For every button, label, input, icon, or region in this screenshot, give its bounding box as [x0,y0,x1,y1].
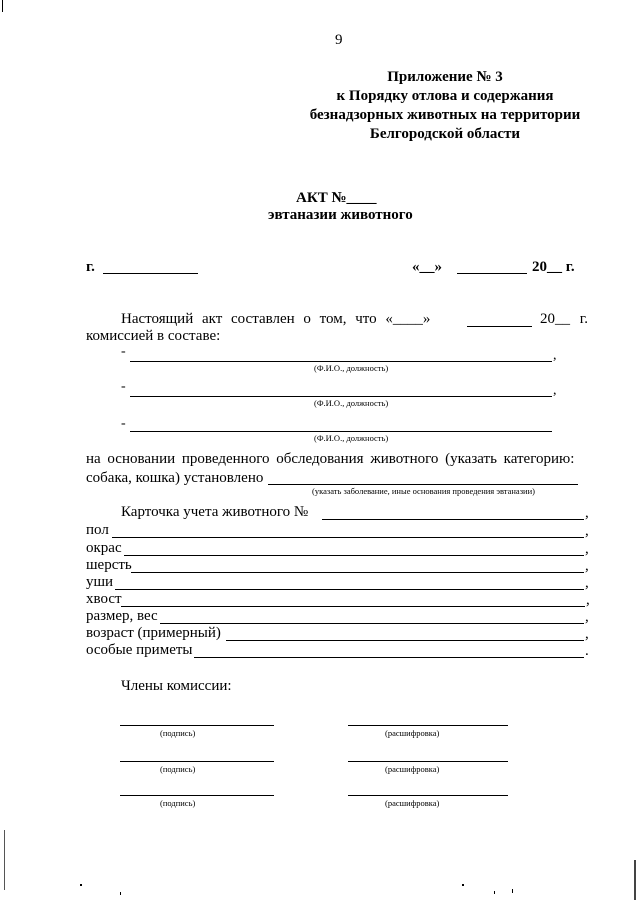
field-tail-label: хвост [86,591,122,607]
page-number: 9 [335,32,343,48]
appendix-line3: безнадзорных животных на территории [309,107,581,123]
member1-comma: , [553,348,557,363]
field-age-label: возраст (примерный) [86,625,221,641]
commission-members-label: Члены комиссии: [121,678,232,694]
field-sex-comma: , [585,523,589,539]
scan-mark-top-left [2,0,3,12]
member1-dash: - [121,344,126,359]
scan-mark-right [634,860,636,900]
scan-dot-5 [512,889,513,893]
card-title: Карточка учета животного № [121,504,309,520]
appendix-line1: Приложение № 3 [387,69,503,85]
signature-hint-2: (подпись) [160,764,196,774]
scan-dot-3 [462,884,464,886]
decipher-hint-2: (расшифровка) [385,764,440,774]
field-coat-line [131,572,584,573]
signature-hint-1: (подпись) [160,728,196,738]
signature-line-3 [120,795,274,796]
card-number-line [322,519,584,520]
field-ears-label: уши [86,574,114,590]
city-prefix: г. [86,259,95,275]
field-coat-label: шерсть [86,557,132,573]
basis-line2: собака, кошка) установлено [86,470,264,486]
decipher-line-2 [348,761,508,762]
field-ears-line [115,589,584,590]
member3-line [130,431,552,432]
intro-year: 20__ г. [540,311,588,327]
city-line [103,273,198,274]
appendix-line4: Белгородской области [369,126,521,142]
decipher-line-3 [348,795,508,796]
field-tail-line [121,606,585,607]
decipher-hint-3: (расшифровка) [385,798,440,808]
scan-mark-left [4,830,5,890]
field-color-line [124,555,584,556]
appendix-block [300,68,590,144]
member3-hint: (Ф.И.О., должность) [314,433,389,443]
field-sex-label: пол [86,522,109,538]
field-age-comma: , [585,626,589,642]
field-color-label: окрас [86,540,122,556]
member2-dash: - [121,379,126,394]
field-size-line [160,623,584,624]
month-line [457,273,527,274]
field-sex-line [112,537,584,538]
act-title: АКТ №____ [296,190,377,206]
field-tail-comma: , [586,592,590,608]
field-age-line [226,640,584,641]
scan-dot-2 [120,892,121,895]
field-size-comma: , [585,609,589,625]
member1-hint: (Ф.И.О., должность) [314,363,389,373]
scan-dot-1 [80,884,82,886]
member3-dash: - [121,416,126,431]
field-ears-comma: , [585,575,589,591]
member2-line [130,396,552,397]
field-features-period: . [585,643,589,659]
intro-month-line [467,326,532,327]
basis-line1: на основании проведенного обследования животного (указать категорию: [86,451,575,467]
intro-text: Настоящий акт составлен о том, что «____» [121,311,431,327]
header-year: 20__ г. [532,259,575,275]
decipher-line-1 [348,725,508,726]
signature-hint-3: (подпись) [160,798,196,808]
signature-line-2 [120,761,274,762]
field-size-label: размер, вес [86,608,158,624]
commission-label: комиссией в составе: [86,328,221,344]
basis-hint: (указать заболевание, иные основания проведения эвтаназии) [312,486,535,496]
field-features-line [194,657,584,658]
field-features-label: особые приметы [86,642,193,658]
card-title-comma: , [585,505,589,521]
field-coat-comma: , [585,558,589,574]
signature-line-1 [120,725,274,726]
date-open: «__» [412,259,442,275]
field-color-comma: , [585,541,589,557]
decipher-hint-1: (расшифровка) [385,728,440,738]
member2-hint: (Ф.И.О., должность) [314,398,389,408]
act-subtitle: эвтаназии животного [268,207,413,223]
appendix-line2: к Порядку отлова и содержания [336,88,554,104]
member1-line [130,361,552,362]
scan-dot-4 [494,891,495,894]
member2-comma: , [553,383,557,398]
basis-line [268,484,578,485]
